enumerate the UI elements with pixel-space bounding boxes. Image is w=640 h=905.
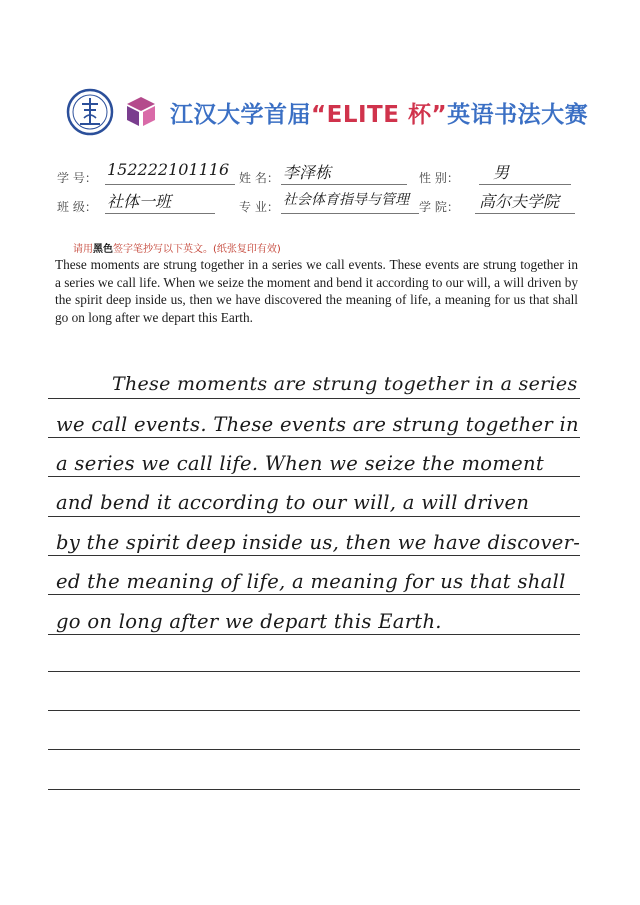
class-line bbox=[105, 213, 215, 214]
notice-suffix: 签字笔抄写以下英文。(纸张复印有效) bbox=[113, 244, 281, 255]
student-id-label: 学 号： bbox=[57, 171, 97, 185]
ruled-line-4 bbox=[48, 516, 580, 517]
ruled-line-1 bbox=[48, 398, 580, 399]
notice-prefix: 请用 bbox=[73, 244, 93, 255]
gender-line bbox=[479, 184, 571, 185]
title-accent: “ELITE 杯” bbox=[311, 102, 448, 128]
ruled-line-7 bbox=[48, 634, 580, 635]
ruled-line-10 bbox=[48, 749, 580, 750]
major-line bbox=[281, 213, 419, 214]
ruled-line-11 bbox=[48, 789, 580, 790]
gender-label: 性 别： bbox=[419, 171, 459, 185]
handwriting-line-3: a series we call life. When we seize the moment bbox=[56, 452, 544, 475]
college-label: 学 院： bbox=[419, 200, 459, 214]
ruled-line-2 bbox=[48, 437, 580, 438]
title-prefix: 江汉大学首届 bbox=[170, 102, 311, 128]
handwriting-line-2: we call events. These events are strung together in bbox=[56, 413, 579, 436]
handwriting-line-4: and bend it according to our will, a will driven bbox=[56, 491, 530, 514]
gender-value: 男 bbox=[493, 163, 510, 182]
source-passage: These moments are strung together in a series we call events. These events are strung together in a series we call life. When we seize the moment and bend it according to our will, a will driven by the spirit deep inside us, then we have discovered the meaning of life, a meaning for us that shall go on long after we depart this Earth. bbox=[55, 257, 578, 325]
page-title bbox=[170, 96, 588, 129]
handwriting-line-1: These moments are strung together in a series bbox=[112, 373, 578, 395]
major-label: 专 业： bbox=[239, 200, 279, 214]
college-value: 高尔夫学院 bbox=[479, 192, 560, 211]
handwriting-line-6: ed the meaning of life, a meaning for us that shall bbox=[56, 570, 566, 593]
major-value: 社会体育指导与管理 bbox=[283, 192, 409, 208]
name-value: 李泽栋 bbox=[283, 163, 332, 182]
notice-emphasis: 黑色 bbox=[93, 244, 113, 255]
instruction-notice bbox=[73, 240, 281, 255]
name-label: 姓 名： bbox=[239, 171, 279, 185]
ruled-line-9 bbox=[48, 710, 580, 711]
ruled-line-6 bbox=[48, 594, 580, 595]
class-value: 社体一班 bbox=[107, 192, 172, 211]
student-id-line bbox=[105, 184, 235, 185]
university-seal-icon bbox=[66, 88, 114, 136]
class-label: 班 级： bbox=[57, 200, 97, 214]
college-line bbox=[475, 213, 575, 214]
cube-emblem-icon bbox=[124, 95, 158, 129]
handwriting-line-5: by the spirit deep inside us, then we have discover- bbox=[56, 531, 581, 554]
ruled-line-3 bbox=[48, 476, 580, 477]
name-line bbox=[281, 184, 407, 185]
student-id-value: 152222101116 bbox=[107, 160, 230, 179]
ruled-line-8 bbox=[48, 671, 580, 672]
title-suffix: 英语书法大赛 bbox=[447, 102, 589, 128]
ruled-line-5 bbox=[48, 555, 580, 556]
handwriting-line-7: go on long after we depart this Earth. bbox=[56, 610, 442, 633]
